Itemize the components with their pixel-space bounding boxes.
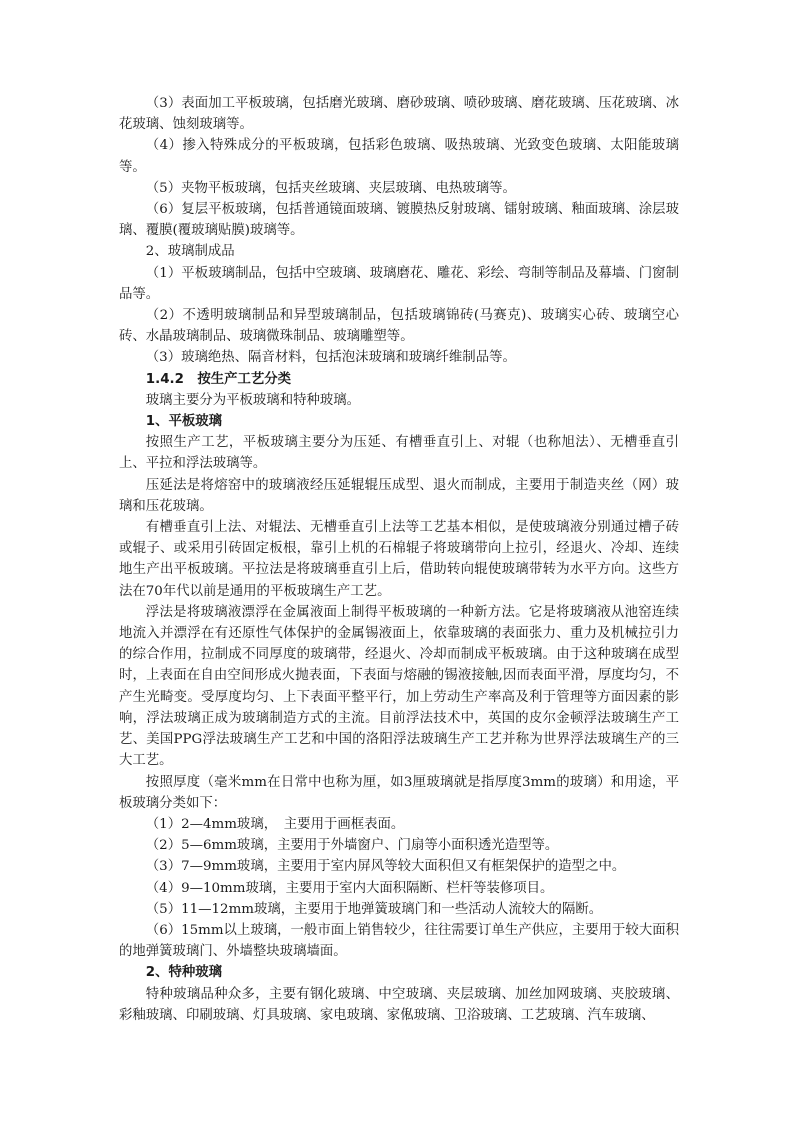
paragraph: 有槽垂直引上法、对辊法、无槽垂直引上法等工艺基本相似，是使玻璃液分别通过槽子砖或辊子、或采用引砖固定板根，靠引上机的石棉辊子将玻璃带向上拉引，经退火、冷却、连续地生产出平板玻璃。平拉法是将玻璃垂直引上后，借助转向辊使玻璃带转为水平方向。这些方法在70年代以前是通用的平板玻璃生产工艺。 [119,520,679,599]
list-item: （1）2—4mm玻璃， 主要用于画框表面。 [145,816,405,832]
paragraph: 按照厚度（毫米mm在日常中也称为厘，如3厘玻璃就是指厚度3mm的玻璃）和用途，平板玻璃分类如下： [119,774,679,811]
paragraph: 压延法是将熔窑中的玻璃液经压延辊辊压成型、退火而制成，主要用于制造夹丝（网）玻璃和压花玻璃。 [119,477,679,514]
list-item: （4）9—10mm玻璃，主要用于室内大面积隔断、栏杆等装修项目。 [145,880,554,896]
paragraph: （4）掺入特殊成分的平板玻璃，包括彩色玻璃、吸热玻璃、光致变色玻璃、太阳能玻璃等。 [119,138,679,175]
paragraph: （2）不透明玻璃制品和异型玻璃制品，包括玻璃锦砖(马赛克)、玻璃实心砖、玻璃空心砖、水晶玻璃制品、玻璃微珠制品、玻璃雕塑等。 [119,308,679,345]
paragraph: （6）复层平板玻璃，包括普通镜面玻璃、镀膜热反射玻璃、镭射玻璃、釉面玻璃、涂层玻璃、覆膜(覆玻璃贴膜)玻璃等。 [119,202,679,239]
list-item: （2）5—6mm玻璃，主要用于外墙窗户、门扇等小面积透光造型等。 [145,838,559,854]
paragraph: 玻璃主要分为平板玻璃和特种玻璃。 [145,392,361,408]
paragraph: （1）平板玻璃制品，包括中空玻璃、玻璃磨花、雕花、彩绘、弯制等制品及幕墙、门窗制品等。 [119,265,679,302]
subsection-heading: 2、特种玻璃 [145,965,223,981]
paragraph: 特种玻璃品种众多，主要有钢化玻璃、中空玻璃、夹层玻璃、加丝加网玻璃、夹胶玻璃、彩釉玻璃、印刷玻璃、灯具玻璃、家电玻璃、家俬玻璃、卫浴玻璃、工艺玻璃、汽车玻璃、 [119,986,679,1023]
paragraph: （3）表面加工平板玻璃，包括磨光玻璃、磨砂玻璃、喷砂玻璃、磨花玻璃、压花玻璃、冰花玻璃、蚀刻玻璃等。 [119,96,679,133]
section-heading: 1.4.2 按生产工艺分类 [145,371,292,387]
paragraph: （5）夹物平板玻璃，包括夹丝玻璃、夹层玻璃、电热玻璃等。 [145,180,516,196]
list-item: （5）11—12mm玻璃，主要用于地弹簧玻璃门和一些活动人流较大的隔断。 [145,901,603,917]
paragraph: 按照生产工艺，平板玻璃主要分为压延、有槽垂直引上、对辊（也称旭法）、无槽垂直引上、平拉和浮法玻璃等。 [119,435,679,472]
paragraph: （3）玻璃绝热、隔音材料，包括泡沫玻璃和玻璃纤维制品等。 [145,350,516,366]
paragraph: 浮法是将玻璃液漂浮在金属液面上制得平板玻璃的一种新方法。它是将玻璃液从池窑连续地流入并漂浮在有还原性气体保护的金属锡液面上，依靠玻璃的表面张力、重力及机械拉引力的综合作用，拉制成不同厚度的玻璃带，经退火、冷却而制成平板玻璃。由于这种玻璃在成型时，上表面在自由空间形成火抛表面，下表面与熔融的锡液接触,因而表面平滑，厚度均匀，不产生光畸变。受厚度均匀、上下表面平整平行，加上劳动生产率高及利于管理等方面因素的影响，浮法玻璃正成为玻璃制造方式的主流。目前浮法技术中，英国的皮尔金顿浮法玻璃生产工艺、美国PPG浮法玻璃生产工艺和中国的洛阳浮法玻璃生产工艺并称为世界浮法玻璃生产的三大工艺。 [119,604,679,769]
list-item: （6）15mm以上玻璃，一般市面上销售较少，往往需要订单生产供应，主要用于较大面积的地弹簧玻璃门、外墙整块玻璃墙面。 [119,922,679,960]
document-body [119,93,679,1026]
subsection-heading: 1、平板玻璃 [145,414,223,430]
subsection-label: 2、玻璃制成品 [145,244,235,260]
list-item: （3）7—9mm玻璃，主要用于室内屏风等较大面积但又有框架保护的造型之中。 [145,859,626,875]
